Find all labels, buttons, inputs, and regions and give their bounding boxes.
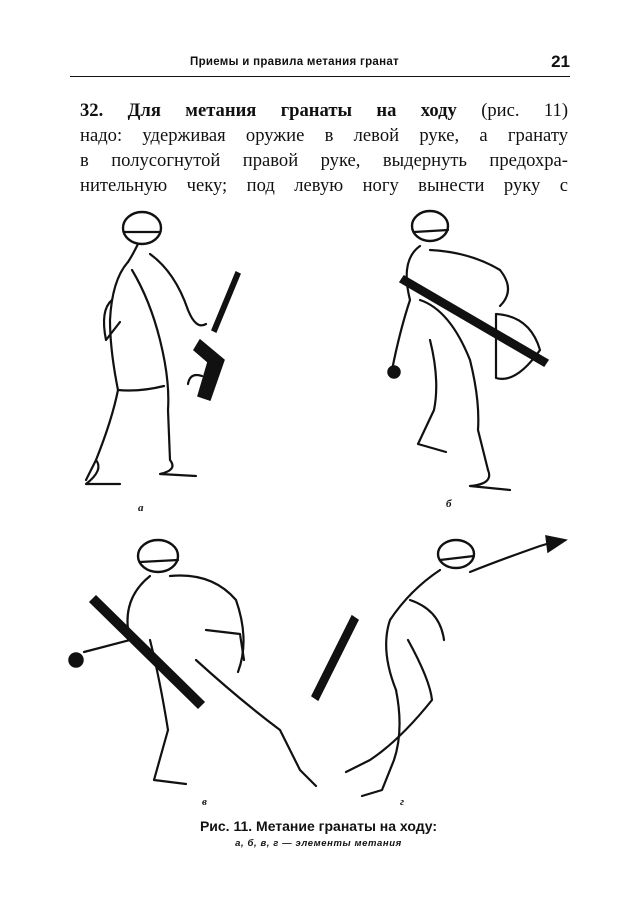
page-number: 21: [551, 52, 570, 71]
figure-label-v: в: [202, 796, 207, 808]
figure-label-a: а: [138, 502, 144, 514]
soldier-figure-v: [69, 540, 316, 786]
figure-caption-subtitle: а, б, в, г — элементы метания: [235, 838, 402, 849]
figure-label-b: б: [446, 498, 452, 510]
soldier-figure-b: [388, 211, 548, 490]
paragraph-lead: 32. Для метания гранаты на ходу: [80, 100, 457, 121]
soldier-figure-g: [312, 536, 566, 796]
header-title: Приемы и правила метания гранат: [190, 56, 399, 68]
soldier-figure-a: [86, 212, 240, 484]
figure-caption: Рис. 11. Метание гранаты на ходу:: [199, 818, 438, 834]
paragraph-line-1-rest: (рис. 11): [456, 100, 569, 121]
paragraph-line-2: надо: удерживая оружие в левой руке, а гранату: [80, 125, 568, 146]
paragraph-line-4: нительную чеку; под левую ногу вынести руку с: [80, 175, 568, 196]
figure-label-g: г: [400, 796, 405, 808]
paragraph-line-3: в полусогнутой правой руке, выдернуть предохра-: [80, 150, 568, 171]
